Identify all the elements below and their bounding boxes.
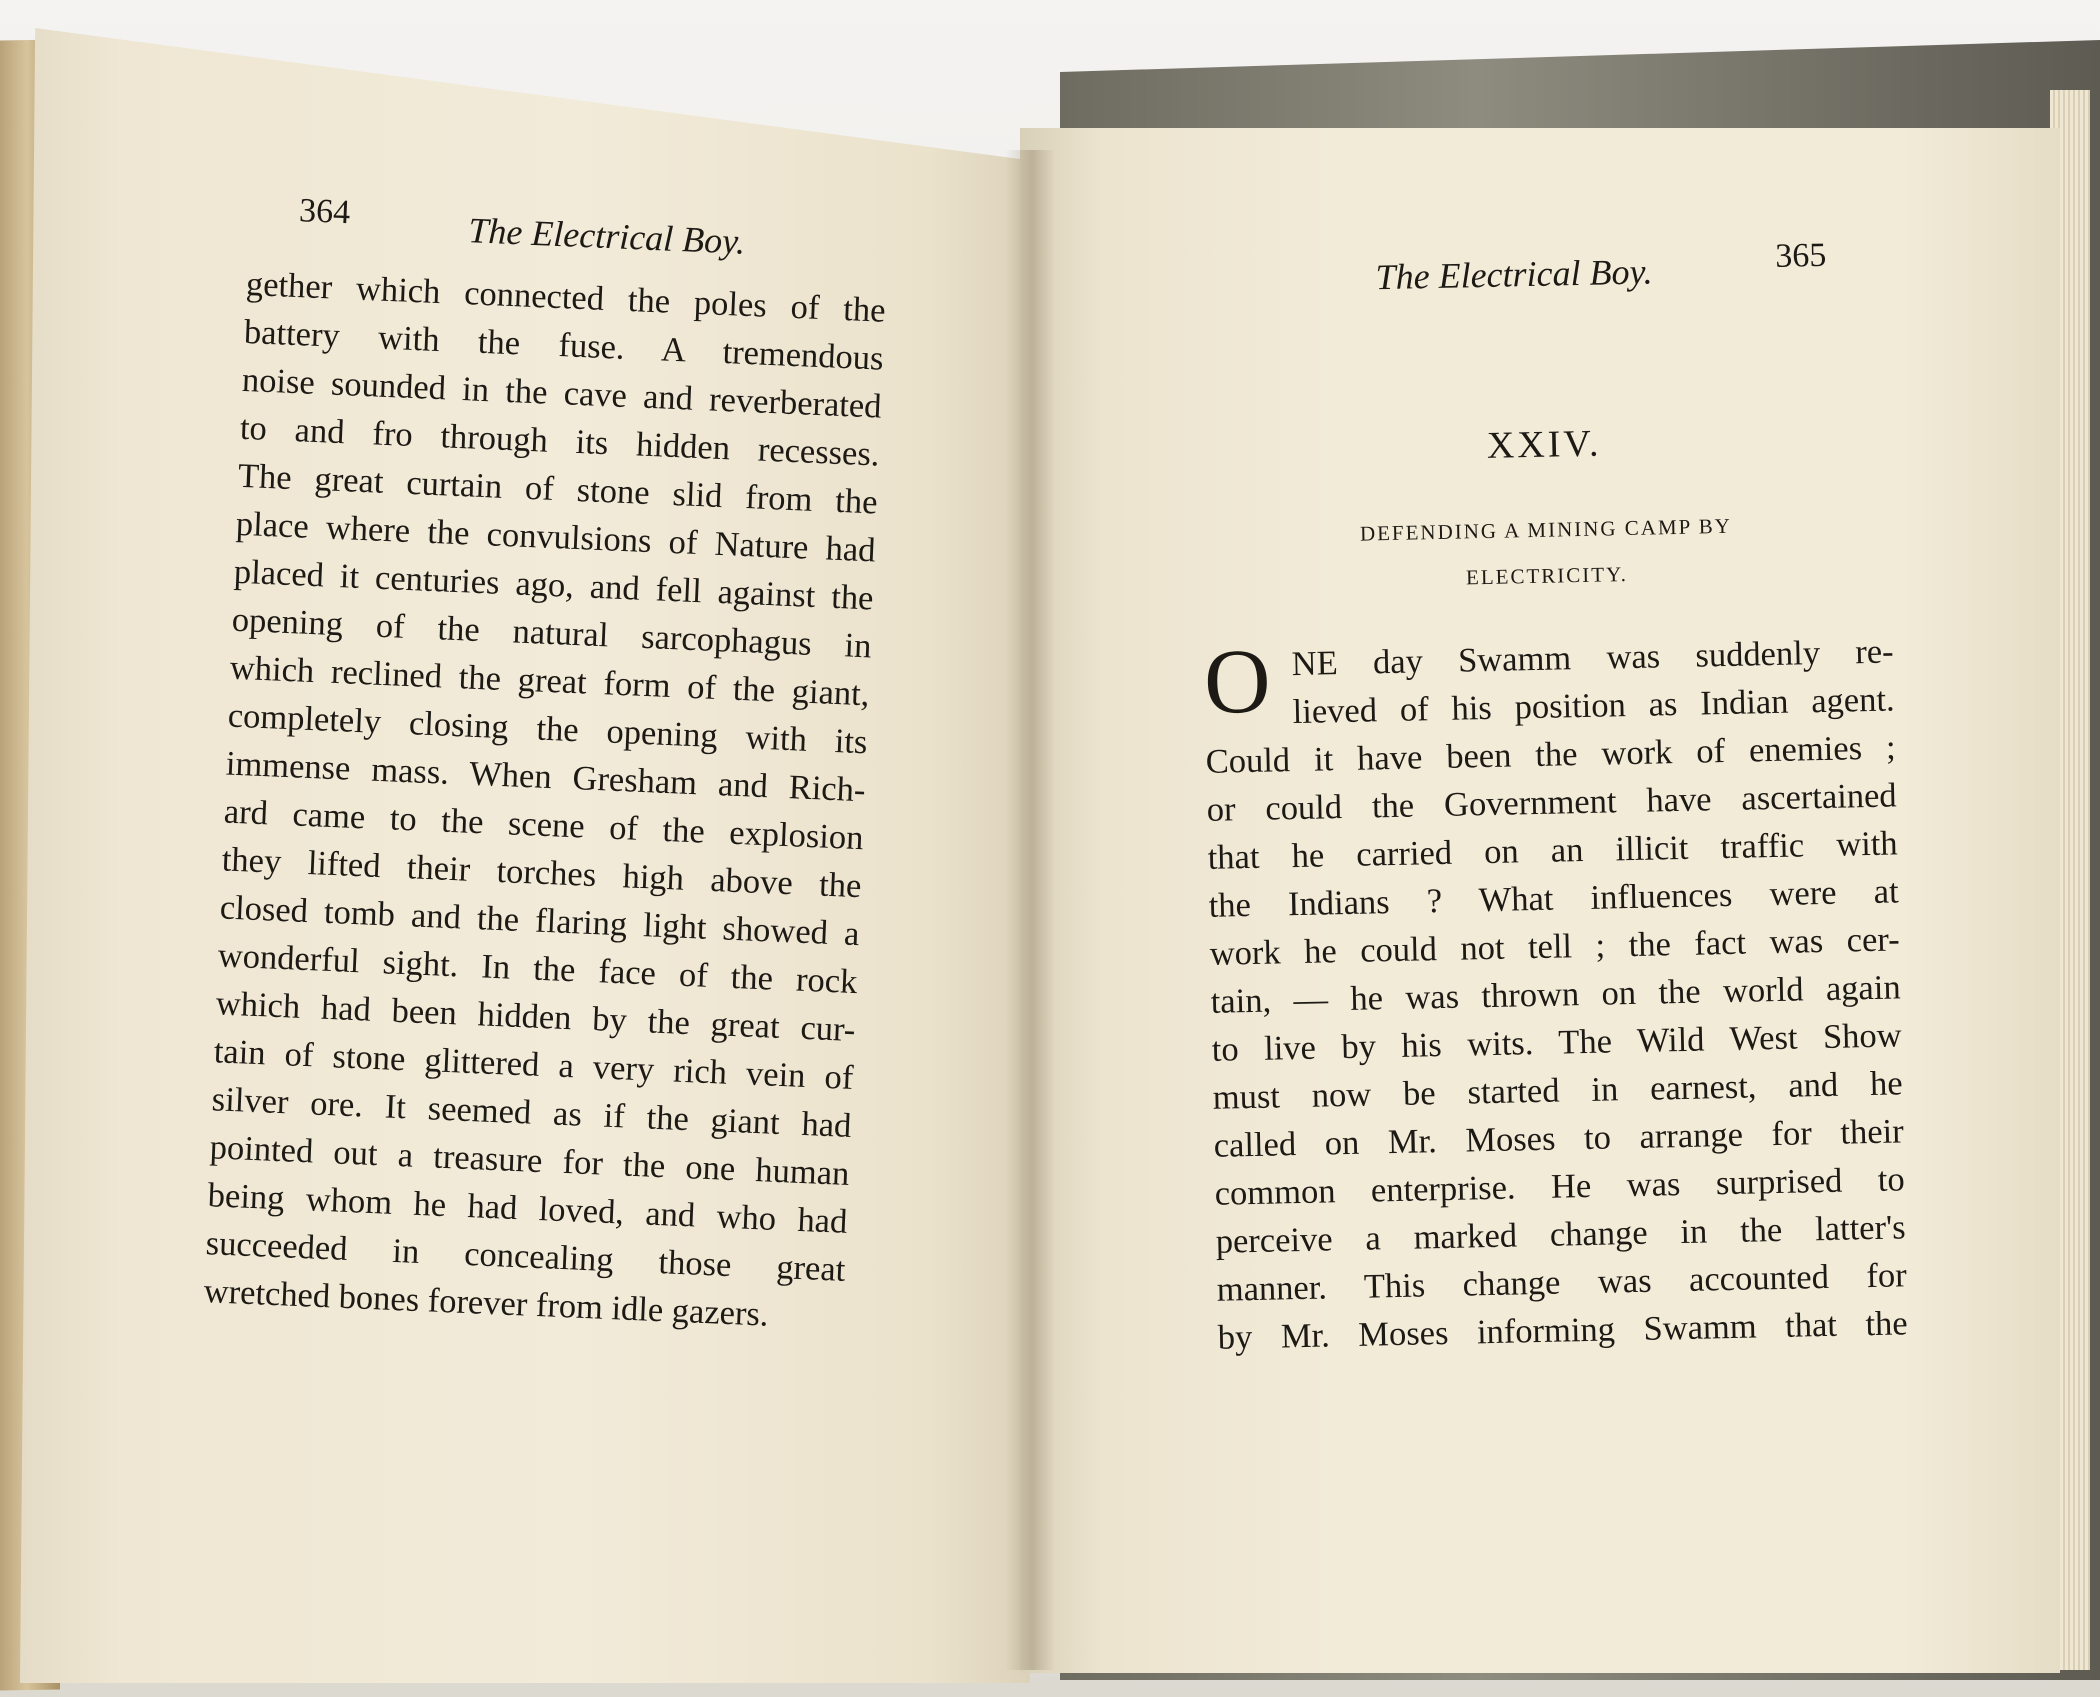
right-page [1195, 236, 1908, 1362]
chapter-title [1201, 499, 1893, 605]
text-line: to live by his wits. The Wild West Show [1211, 1016, 1903, 1069]
text-line: manner. This change was accounted for [1216, 1256, 1908, 1309]
text-line: wonderful sight. In the face of the rock [217, 936, 859, 1002]
text-line: perceive a marked change in the latter's [1215, 1208, 1907, 1261]
text-line: silver ore. It seemed as if the giant had [211, 1080, 853, 1145]
text-line: noise sounded in the cave and reverberated [241, 360, 883, 426]
text-line: called on Mr. Moses to arrange for their [1213, 1112, 1905, 1165]
text-line: which reclined the great form of the giant, [229, 648, 871, 714]
right-page-lines [1203, 627, 1908, 1361]
left-page-number: 364 [298, 192, 351, 232]
right-page-number: 365 [1774, 236, 1827, 275]
text-line: must now be started in earnest, and he [1212, 1064, 1904, 1117]
text-line: closed tomb and the flaring light showed a [219, 888, 861, 954]
text-line: NE day Swamm was suddenly re- [1291, 632, 1894, 684]
text-line: immense mass. When Gresham and Rich- [225, 744, 867, 810]
right-page-body [1203, 627, 1908, 1361]
text-line: tain, — he was thrown on the world again [1210, 968, 1901, 1021]
text-line: pointed out a treasure for the one human [209, 1128, 851, 1193]
text-line: succeeded in concealing those great [205, 1224, 847, 1289]
left-page-body [203, 260, 887, 1342]
chapter-title-line: ELECTRICITY. [1465, 562, 1629, 590]
right-running-head [1195, 236, 1886, 320]
text-line: being whom he had loved, and who had [207, 1176, 849, 1241]
text-line: place where the convulsions of Nature had [235, 504, 877, 570]
chapter-number: XXIV. [1486, 422, 1602, 467]
text-line: common enterprise. He was surprised to [1214, 1160, 1906, 1213]
text-line: placed it centuries ago, and fell against the [233, 552, 875, 618]
text-line: to and fro through its hidden recesses. [239, 408, 881, 474]
text-line: completely closing the opening with its [227, 696, 869, 762]
text-line: ard came to the scene of the explosion [223, 792, 865, 858]
text-line: work he could not tell ; the fact was cer- [1209, 920, 1900, 973]
text-line: opening of the natural sarcophagus in [231, 600, 873, 666]
text-line: that he carried on an illicit traffic with [1207, 824, 1898, 877]
text-line: by Mr. Moses informing Swamm that the [1217, 1304, 1909, 1357]
text-line: which had been hidden by the great cur- [215, 984, 857, 1050]
text-line: the Indians ? What influences were at [1208, 872, 1899, 925]
text-line: wretched bones forever from idle gazers. [203, 1272, 770, 1334]
text-line: gether which connected the poles of the [245, 264, 887, 330]
left-running-title: The Electrical Boy. [467, 210, 747, 262]
text-line: battery with the fuse. A tremendous [243, 312, 885, 378]
text-line: they lifted their torches high above the [221, 840, 863, 906]
book-gutter [1005, 150, 1055, 1670]
text-line: The great curtain of stone slid from the [237, 456, 879, 522]
text-line: tain of stone glittered a very rich vein of [213, 1032, 855, 1098]
text-line: lieved of his position as Indian agent. [1292, 680, 1895, 732]
drop-cap: O [1202, 629, 1272, 733]
left-page [203, 190, 890, 1342]
right-running-title: The Electrical Boy. [1375, 251, 1653, 298]
text-line: Could it have been the work of enemies ; [1205, 728, 1896, 781]
text-line: or could the Government have ascertained [1206, 776, 1897, 829]
chapter-title-line: DEFENDING A MINING CAMP BY [1359, 513, 1733, 546]
